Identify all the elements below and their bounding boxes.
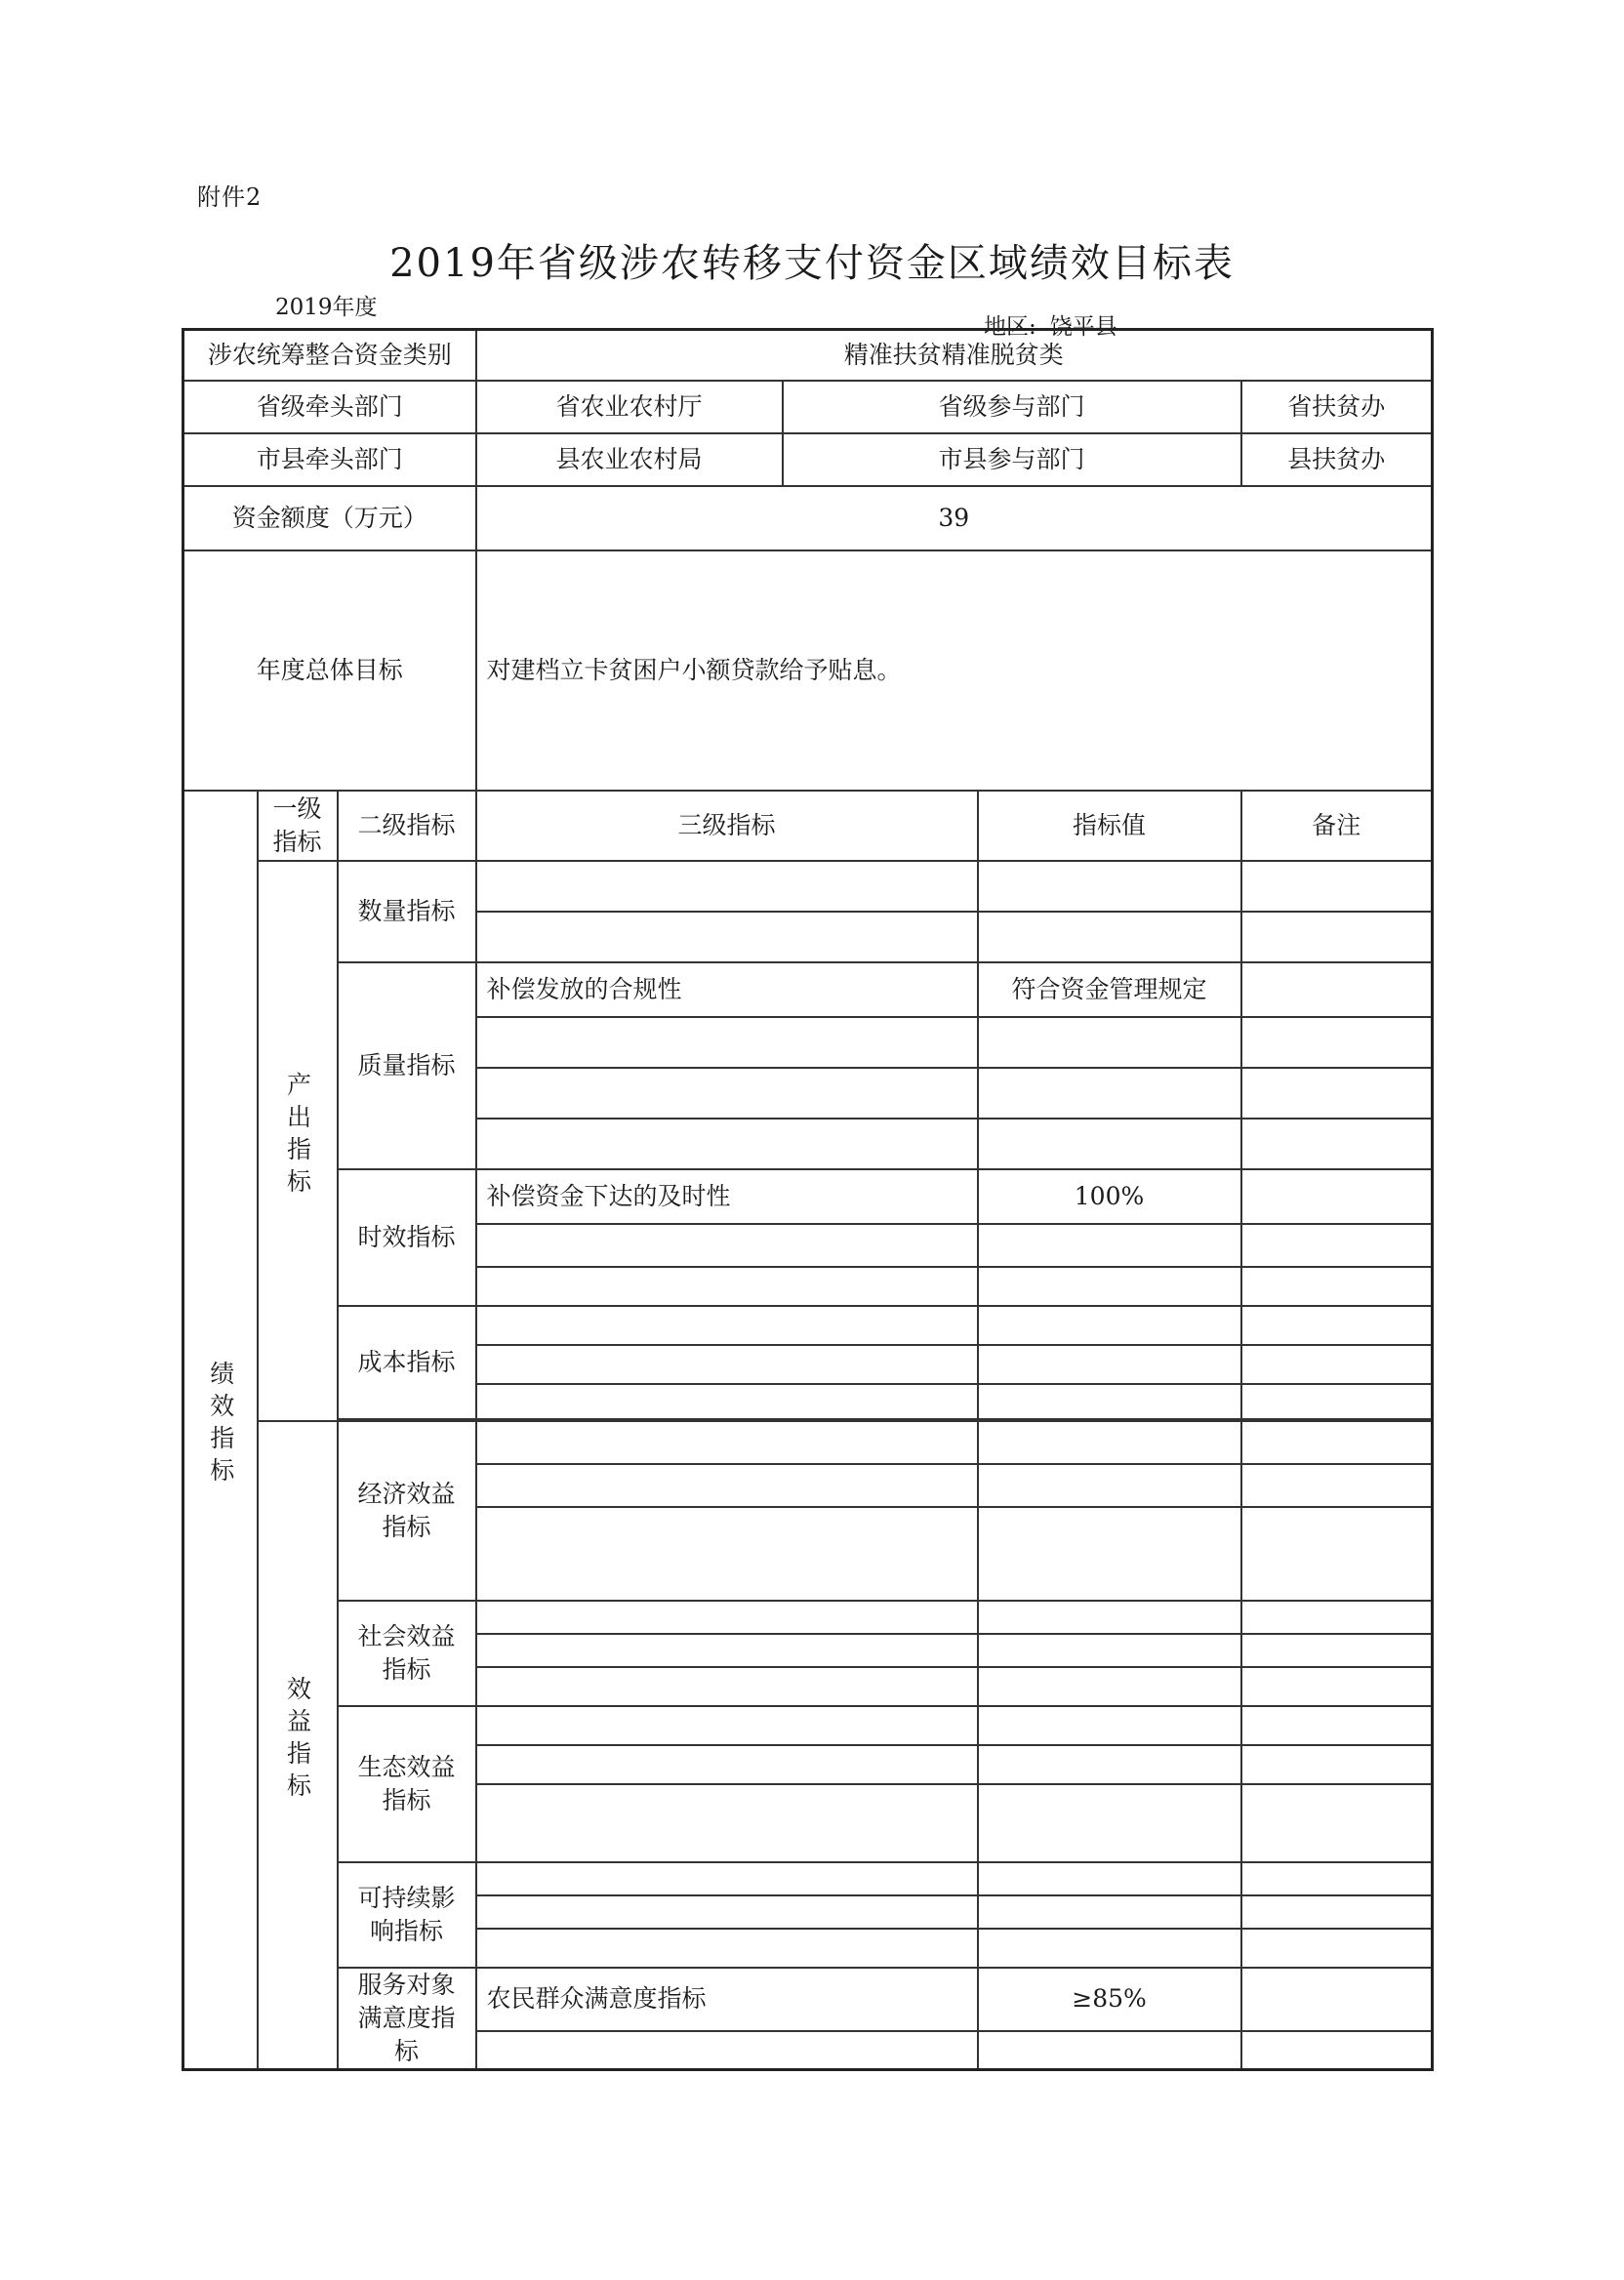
table-cell — [476, 1384, 978, 1419]
economic-benefit-indicator: 经济效益指标 — [338, 1421, 476, 1601]
table-cell — [476, 1068, 978, 1119]
table-cell — [1241, 1968, 1433, 2031]
table-cell — [978, 1895, 1241, 1929]
table-cell — [1241, 1068, 1433, 1119]
table-cell — [978, 1706, 1241, 1745]
table-cell — [1241, 962, 1433, 1017]
table-cell — [476, 1667, 978, 1706]
satisfaction-row-1-name: 农民群众满意度指标 — [476, 1968, 978, 2031]
ecological-benefit-indicator: 生态效益指标 — [338, 1706, 476, 1862]
table-cell — [978, 1384, 1241, 1419]
timeliness-indicator: 时效指标 — [338, 1169, 476, 1306]
table-cell — [978, 1862, 1241, 1895]
table-cell — [978, 1119, 1241, 1169]
quantity-indicator: 数量指标 — [338, 861, 476, 962]
page-title: 2019年省级涉农转移支付资金区域绩效目标表 — [389, 241, 1235, 286]
table-cell — [1241, 1169, 1433, 1224]
table-cell — [978, 1634, 1241, 1667]
table-cell — [1241, 912, 1433, 962]
table-cell — [476, 1306, 978, 1345]
table-cell — [476, 1119, 978, 1169]
table-cell — [1241, 1267, 1433, 1306]
table-cell — [476, 1507, 978, 1601]
output-indicator-group: 产出指标 — [258, 861, 338, 1421]
table-cell — [1241, 1895, 1433, 1929]
table-cell — [476, 1895, 978, 1929]
table-cell — [1241, 1119, 1433, 1169]
table-cell — [1241, 861, 1433, 912]
table-cell — [1241, 1421, 1433, 1464]
satisfaction-row-1-value: ≥85% — [978, 1968, 1241, 2031]
remark-header: 备注 — [1241, 791, 1433, 861]
table-cell — [476, 1862, 978, 1895]
table-cell — [1241, 1745, 1433, 1784]
table-cell — [978, 1507, 1241, 1601]
city-participant-label: 市县参与部门 — [783, 433, 1241, 486]
table-cell — [476, 1267, 978, 1306]
table-cell — [1241, 1601, 1433, 1634]
table-cell — [1241, 1784, 1433, 1862]
region-label: 地区: — [984, 314, 1036, 340]
level1-header: 一级指标 — [258, 791, 338, 861]
fund-category-label: 涉农统筹整合资金类别 — [183, 330, 476, 381]
table-cell — [476, 912, 978, 962]
table-cell — [476, 1634, 978, 1667]
annual-goal-value: 对建档立卡贫困户小额贷款给予贴息。 — [476, 550, 1433, 791]
table-cell — [476, 1421, 978, 1464]
table-cell — [476, 1017, 978, 1068]
table-cell — [1241, 1929, 1433, 1968]
table-cell — [1241, 1667, 1433, 1706]
sustainable-impact-indicator: 可持续影响指标 — [338, 1862, 476, 1968]
table-cell — [978, 1068, 1241, 1119]
table-cell — [476, 1224, 978, 1267]
table-cell — [476, 2031, 978, 2069]
quality-row-1-value: 符合资金管理规定 — [978, 962, 1241, 1017]
fund-category-value: 精准扶贫精准脱贫类 — [476, 330, 1433, 381]
table-cell — [1241, 1384, 1433, 1419]
fund-amount-label: 资金额度（万元） — [183, 486, 476, 550]
satisfaction-indicator: 服务对象满意度指标 — [338, 1968, 476, 2070]
table-cell — [1241, 1706, 1433, 1745]
quality-row-1-name: 补偿发放的合规性 — [476, 962, 978, 1017]
annual-goal-label: 年度总体目标 — [183, 550, 476, 791]
table-cell — [978, 1224, 1241, 1267]
region-value: 饶平县 — [1049, 314, 1117, 340]
province-lead-value: 省农业农村厅 — [476, 381, 783, 433]
city-lead-label: 市县牵头部门 — [183, 433, 476, 486]
table-cell — [476, 1706, 978, 1745]
performance-indicator-label: 绩效指标 — [183, 791, 258, 2070]
table-cell — [978, 2031, 1241, 2069]
year-label: 2019年度 — [275, 295, 378, 320]
table-cell — [978, 1421, 1241, 1464]
table-cell — [978, 1306, 1241, 1345]
table-cell — [1241, 2031, 1433, 2069]
timeliness-row-1-value: 100% — [978, 1169, 1241, 1224]
table-cell — [476, 861, 978, 912]
table-cell — [978, 1601, 1241, 1634]
table-cell — [476, 1601, 978, 1634]
table-cell — [1241, 1345, 1433, 1384]
quality-indicator: 质量指标 — [338, 962, 476, 1169]
table-cell — [1241, 1507, 1433, 1601]
table-cell — [978, 861, 1241, 912]
timeliness-row-1-name: 补偿资金下达的及时性 — [476, 1169, 978, 1224]
table-cell — [476, 1745, 978, 1784]
province-participant-value: 省扶贫办 — [1241, 381, 1433, 433]
attachment-label: 附件2 — [197, 183, 263, 211]
table-cell — [1241, 1862, 1433, 1895]
province-participant-label: 省级参与部门 — [783, 381, 1241, 433]
table-cell — [978, 1929, 1241, 1968]
table-cell — [978, 1784, 1241, 1862]
table-cell — [978, 912, 1241, 962]
performance-target-table — [182, 328, 1434, 2071]
table-cell — [1241, 1634, 1433, 1667]
city-lead-value: 县农业农村局 — [476, 433, 783, 486]
indicator-value-header: 指标值 — [978, 791, 1241, 861]
table-cell — [978, 1017, 1241, 1068]
table-cell — [476, 1345, 978, 1384]
table-cell — [978, 1267, 1241, 1306]
fund-amount-value: 39 — [476, 486, 1433, 550]
table-cell — [476, 1784, 978, 1862]
table-cell — [978, 1464, 1241, 1507]
city-participant-value: 县扶贫办 — [1241, 433, 1433, 486]
table-cell — [978, 1745, 1241, 1784]
table-cell — [1241, 1464, 1433, 1507]
level2-header: 二级指标 — [338, 791, 476, 861]
level3-header: 三级指标 — [476, 791, 978, 861]
province-lead-label: 省级牵头部门 — [183, 381, 476, 433]
benefit-indicator-group: 效益指标 — [258, 1421, 338, 2070]
table-cell — [1241, 1306, 1433, 1345]
table-cell — [978, 1345, 1241, 1384]
table-cell — [476, 1464, 978, 1507]
table-cell — [1241, 1017, 1433, 1068]
social-benefit-indicator: 社会效益指标 — [338, 1601, 476, 1706]
table-cell — [476, 1929, 978, 1968]
table-cell — [1241, 1224, 1433, 1267]
cost-indicator: 成本指标 — [338, 1306, 476, 1419]
table-cell — [978, 1667, 1241, 1706]
